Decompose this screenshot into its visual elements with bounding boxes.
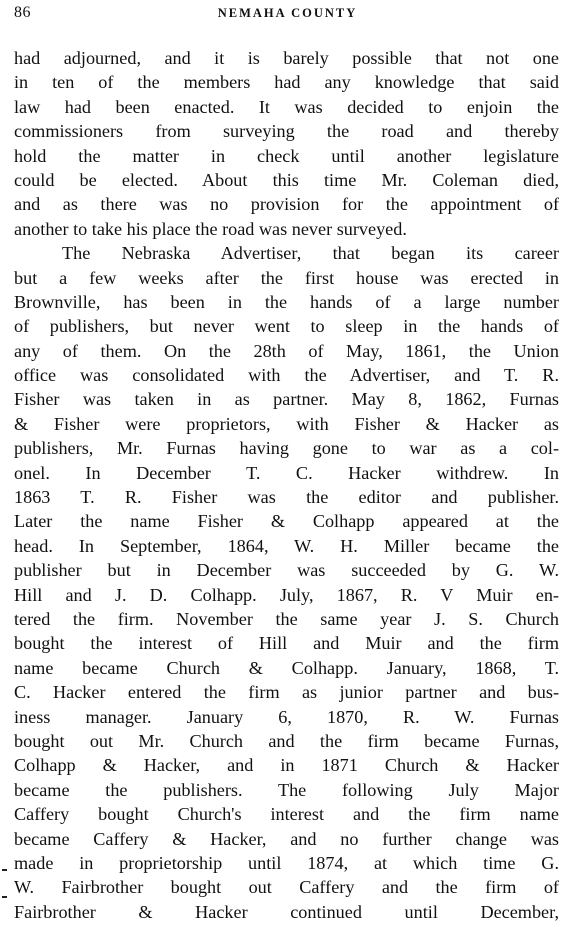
text-line: hold the matter in check until another legislature [14, 145, 559, 166]
text-line: of publishers, but never went to sleep in the hands of [14, 316, 559, 337]
text-line: made in proprietorship until 1874, at which time G. [14, 852, 559, 873]
text-line: publisher but in December was succeeded by G. W. [14, 560, 559, 581]
text-line: bought the interest of Hill and Muir and the firm [14, 633, 559, 654]
text-line: Fisher was taken in as partner. May 8, 1862, Furnas [14, 389, 559, 410]
text-line: bought out Mr. Church and the firm became Furnas, [14, 730, 559, 751]
text-line: became the publishers. The following July Major [14, 779, 559, 800]
text-line: Brownville, has been in the hands of a large number [14, 291, 559, 312]
text-line: in ten of the members had any knowledge that said [14, 72, 559, 93]
text-line: onel. In December T. C. Hacker withdrew. In [14, 462, 559, 483]
text-line: became Caffery & Hacker, and no further change was [14, 828, 559, 849]
text-line: Fairbrother & Hacker continued until December, [14, 901, 559, 922]
text-line: W. Fairbrother bought out Caffery and the firm of [14, 877, 559, 898]
margin-mark [2, 896, 7, 898]
page-header [14, 4, 561, 24]
text-line: & Fisher were proprietors, with Fisher & Hacker as [14, 413, 559, 434]
text-line: Caffery bought Church's interest and the firm name [14, 804, 559, 825]
text-line: but a few weeks after the first house was erected in [14, 267, 559, 288]
paragraph-1 [14, 46, 559, 241]
page-number: 86 [14, 4, 31, 21]
text-line: 1863 T. R. Fisher was the editor and publisher. [14, 487, 559, 508]
text-line: tered the firm. November the same year J. S. Church [14, 608, 559, 629]
text-line: office was consolidated with the Advertiser, and T. R. [14, 365, 559, 386]
text-line: commissioners from surveying the road and thereby [14, 121, 559, 142]
text-line: Later the name Fisher & Colhapp appeared at the [14, 511, 559, 532]
text-line: law had been enacted. It was decided to enjoin the [14, 96, 559, 117]
text-line: publishers, Mr. Furnas having gone to war as a col- [14, 438, 559, 459]
text-line: had adjourned, and it is barely possible that not one [14, 48, 559, 68]
text-line: name became Church & Colhapp. January, 1868, T. [14, 657, 559, 678]
margin-mark [2, 869, 7, 871]
text-line: another to take his place the road was never surveyed. [14, 218, 407, 239]
text-line: any of them. On the 28th of May, 1861, the Union [14, 340, 559, 361]
text-line: could be elected. About this time Mr. Coleman died, [14, 169, 559, 190]
text-line: The Nebraska Advertiser, that began its career [62, 243, 559, 264]
body-text [14, 46, 559, 924]
text-line: and as there was no provision for the appointment of [14, 194, 559, 215]
text-line: Colhapp & Hacker, and in 1871 Church & Hacker [14, 755, 559, 776]
paragraph-2 [14, 241, 559, 924]
text-line: C. Hacker entered the firm as junior partner and bus- [14, 682, 559, 703]
running-head: NEMAHA COUNTY [217, 6, 358, 20]
text-line: Hill and J. D. Colhapp. July, 1867, R. V Muir en- [14, 584, 559, 605]
text-line: head. In September, 1864, W. H. Miller became the [14, 535, 559, 556]
text-line: iness manager. January 6, 1870, R. W. Furnas [14, 706, 559, 727]
